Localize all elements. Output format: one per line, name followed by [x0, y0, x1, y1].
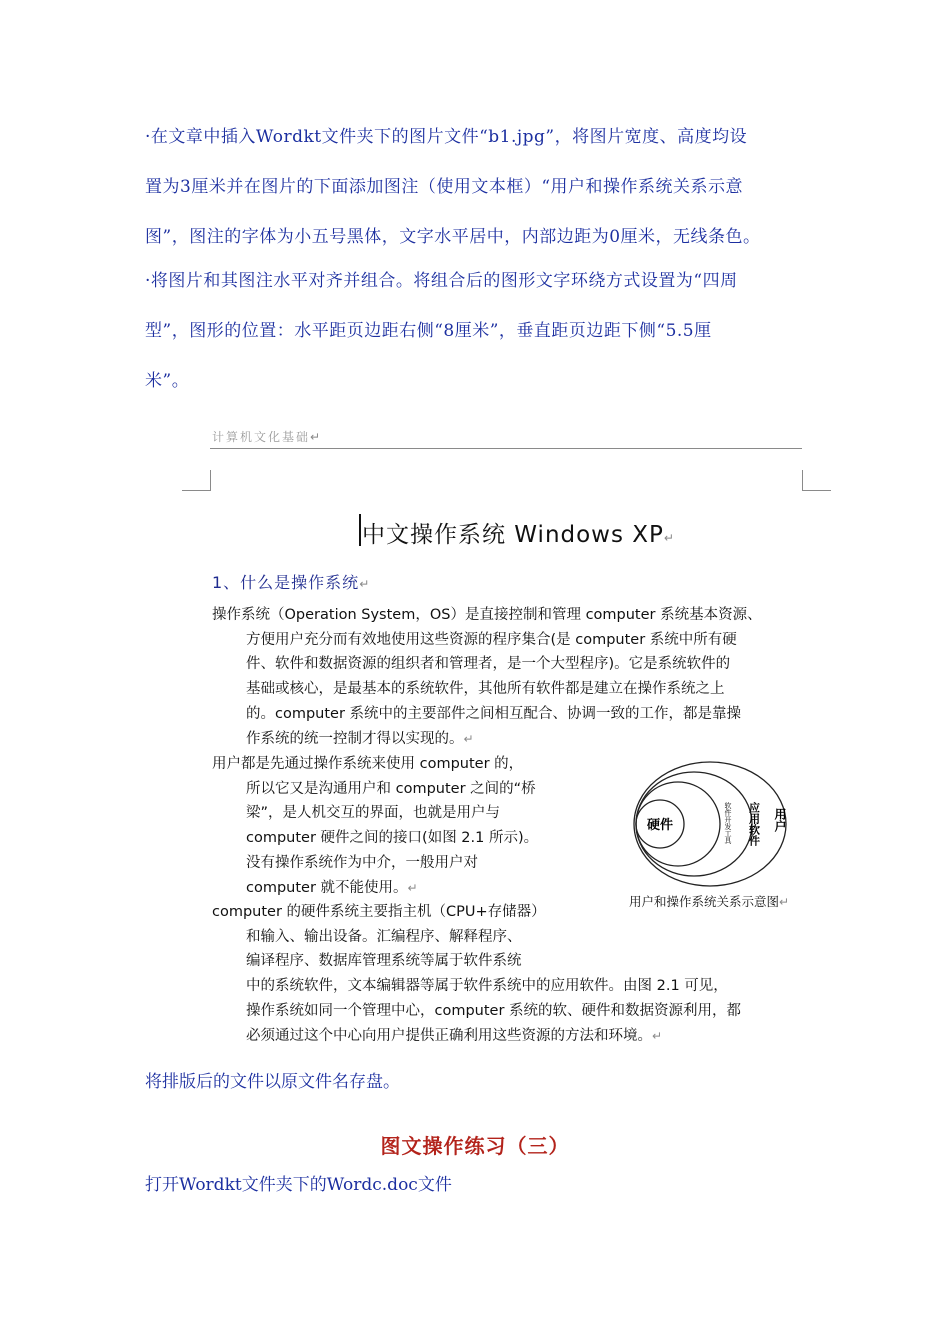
exercise-heading: 图文操作练习（三）: [380, 1134, 570, 1158]
header-rule: [210, 448, 802, 449]
paragraph-os-definition: 操作系统（Operation System，OS）是直接控制和管理 computer 系统基本资源、 方便用户充分而有效地使用这些资源的程序集合(是 computer 系统中所有硬 件、软件和数据资源的组织者和管理者，是一个大型程序)。它是系统软件的 基础或核心，是最基本的系统软件，其他所有软件都是建立在操作系统之上 的。computer 系统中的主要部件之间相互配合、协调一致的工作，都是靠操 作系统的统一控制才得以实现的。↵: [212, 607, 762, 747]
instruction-line-3: 图”，图注的字体为小五号黑体，文字水平居中，内部边距为0厘米，无线条色。: [145, 227, 761, 247]
instruction-line-6: 米”。: [145, 371, 190, 391]
crop-mark-left: [182, 470, 211, 491]
open-file-instruction: 打开Wordkt文件夹下的Wordc.doc文件: [145, 1175, 452, 1195]
save-instruction: 将排版后的文件以原文件名存盘。: [145, 1072, 400, 1092]
crop-mark-right: [802, 470, 831, 491]
instruction-line-1: ·在文章中插入Wordkt文件夹下的图片文件“b1.jpg”，将图片宽度、高度均设: [145, 127, 748, 147]
instruction-line-4: ·将图片和其图注水平对齐并组合。将组合后的图形文字环绕方式设置为“四周: [145, 271, 738, 291]
figure-label-dev-tools: 软件开发工具: [724, 802, 732, 844]
figure-label-app: 应用软件: [747, 802, 761, 846]
os-relationship-figure: [630, 760, 820, 890]
section-heading: 1、什么是操作系统↵: [212, 573, 371, 592]
embedded-document-screenshot: [182, 420, 832, 1060]
instruction-line-2: 置为3厘米并在图片的下面添加图注（使用文本框）“用户和操作系统关系示意: [145, 177, 744, 197]
paragraph-user-interface: 用户都是先通过操作系统来使用 computer 的， 所以它又是沟通用户和 computer 之间的“桥 梁”，是人机交互的界面，也就是用户与 computer 硬件之间的接口(如图 2.1 所示)。 没有操作系统作为中介，一般用户对 computer 就不能使用。↵: [212, 756, 539, 896]
text-cursor: [359, 514, 361, 546]
document-title: 中文操作系统 Windows XP↵: [362, 522, 675, 548]
paragraph-hardware-software: computer 的硬件系统主要指主机（CPU+存储器） 和输入、输出设备。汇编程序、解释程序、 编译程序、数据库管理系统等属于软件系统 中的系统软件，文本编辑器等属于软件系统中的应用软件。由图 2.1 可见， 操作系统如同一个管理中心，computer 系统的软、硬件和数据资源利用，都 必须通过这个中心向用户提供正确利用这些资源的方法和环境。↵: [212, 904, 742, 1044]
instruction-line-5: 型”，图形的位置：水平距页边距右侧“8厘米”，垂直距页边距下侧“5.5厘: [145, 321, 712, 341]
figure-label-hardware: 硬件: [646, 818, 674, 833]
figure-label-user: 用户: [773, 808, 787, 832]
page-header: 计算机文化基础↵: [212, 430, 323, 444]
figure-caption: 用户和操作系统关系示意图↵: [629, 894, 790, 909]
